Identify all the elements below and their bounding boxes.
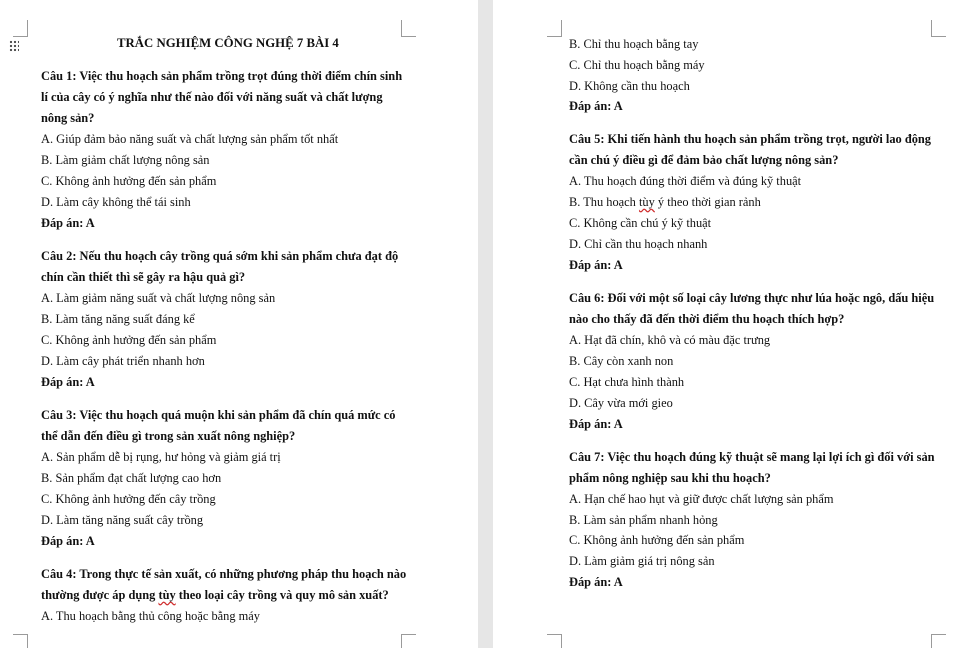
question-1-text: lí của cây có ý nghĩa như thế nào đối với năng suất và chất lượng — [41, 90, 383, 104]
question-5-answer: Đáp án: A — [569, 258, 623, 272]
question-4-option-b: B. Chỉ thu hoạch bằng tay — [569, 37, 699, 51]
question-7-text: phẩm nông nghiệp sau khi thu hoạch? — [569, 471, 771, 485]
question-1-text: nông sản? — [41, 111, 95, 125]
spelling-error-word[interactable]: tùy — [638, 195, 655, 209]
question-6-answer: Đáp án: A — [569, 417, 623, 431]
question-7-option-a: A. Hạn chế hao hụt và giữ được chất lượng sản phẩm — [569, 492, 834, 506]
question-2-option-b: B. Làm tăng năng suất đáng kể — [41, 312, 195, 326]
question-5-text: cần chú ý điều gì để đảm bảo chất lượng nông sản? — [569, 153, 839, 167]
question-1-text: Câu 1: Việc thu hoạch sản phẩm trồng trọt đúng thời điểm chín sinh — [41, 69, 403, 83]
question-3-option-a: A. Sản phẩm dễ bị rụng, hư hỏng và giảm giá trị — [41, 450, 281, 464]
margin-mark-top-right — [401, 20, 416, 37]
question-5-option-b — [569, 195, 761, 210]
question-2-option-a: A. Làm giảm năng suất và chất lượng nông sản — [41, 291, 276, 305]
question-2-option-c: C. Không ảnh hưởng đến sản phẩm — [41, 333, 217, 347]
question-4-option-a: A. Thu hoạch bằng thủ công hoặc bằng máy — [41, 609, 260, 623]
question-1-option-d: D. Làm cây không thể tái sinh — [41, 195, 191, 209]
question-6-option-c: C. Hạt chưa hình thành — [569, 375, 685, 389]
question-3-option-c: C. Không ảnh hưởng đến cây trồng — [41, 492, 216, 506]
question-1-answer: Đáp án: A — [41, 216, 95, 230]
spelling-error-word[interactable]: tùy — [158, 588, 176, 602]
text-segment: theo loại cây trồng và quy mô sản xuất? — [175, 588, 389, 602]
margin-mark-bottom-left — [547, 634, 562, 648]
margin-mark-bottom-right — [931, 634, 946, 648]
drag-handle-icon[interactable] — [9, 40, 19, 52]
question-3-text: Câu 3: Việc thu hoạch quá muộn khi sản phẩm đã chín quá mức có — [41, 408, 396, 422]
question-6-option-d: D. Cây vừa mới gieo — [569, 396, 673, 410]
margin-mark-bottom-left — [13, 634, 28, 648]
question-6-option-b: B. Cây còn xanh non — [569, 354, 674, 368]
page-title: TRẮC NGHIỆM CÔNG NGHỆ 7 BÀI 4 — [117, 36, 339, 50]
question-5-option-d: D. Chỉ cần thu hoạch nhanh — [569, 237, 708, 251]
question-3-option-d: D. Làm tăng năng suất cây trồng — [41, 513, 204, 527]
question-5-option-c: C. Không cần chú ý kỹ thuật — [569, 216, 712, 230]
question-2-text: chín cần thiết thì sẽ gây ra hậu quả gì? — [41, 270, 246, 284]
question-1-option-a: A. Giúp đảm bảo năng suất và chất lượng sản phẩm tốt nhất — [41, 132, 339, 146]
question-4-answer: Đáp án: A — [569, 99, 623, 113]
text-segment: ý theo thời gian rảnh — [654, 195, 761, 209]
question-7-option-b: B. Làm sản phẩm nhanh hỏng — [569, 513, 718, 527]
question-1-option-c: C. Không ảnh hưởng đến sản phẩm — [41, 174, 217, 188]
question-7-text: Câu 7: Việc thu hoạch đúng kỹ thuật sẽ mang lại lợi ích gì đối với sản — [569, 450, 935, 464]
question-3-answer: Đáp án: A — [41, 534, 95, 548]
question-1-option-b: B. Làm giảm chất lượng nông sản — [41, 153, 210, 167]
question-4-text: Câu 4: Trong thực tế sản xuất, có những phương pháp thu hoạch nào — [41, 567, 407, 581]
question-3-text: thể dẫn đến điều gì trong sản xuất nông nghiệp? — [41, 429, 296, 443]
text-segment: thường được áp dụng — [41, 588, 159, 602]
question-3-option-b: B. Sản phẩm đạt chất lượng cao hơn — [41, 471, 222, 485]
margin-mark-top-left — [547, 20, 562, 37]
margin-mark-top-left — [13, 20, 28, 37]
question-7-answer: Đáp án: A — [569, 575, 623, 589]
question-5-text: Câu 5: Khi tiến hành thu hoạch sản phẩm trồng trọt, người lao động — [569, 132, 931, 146]
text-segment: B. Thu hoạch — [569, 195, 639, 209]
question-6-text: nào cho thấy đã đến thời điểm thu hoạch thích hợp? — [569, 312, 845, 326]
question-2-answer: Đáp án: A — [41, 375, 95, 389]
document-page-right — [493, 0, 979, 648]
question-4-text — [41, 588, 389, 603]
document-page-left — [0, 0, 478, 648]
question-2-text: Câu 2: Nếu thu hoạch cây trồng quá sớm khi sản phẩm chưa đạt độ — [41, 249, 399, 263]
question-5-option-a: A. Thu hoạch đúng thời điểm và đúng kỹ thuật — [569, 174, 802, 188]
question-7-option-c: C. Không ảnh hưởng đến sản phẩm — [569, 533, 745, 547]
question-6-option-a: A. Hạt đã chín, khô và có màu đặc trưng — [569, 333, 771, 347]
margin-mark-bottom-right — [401, 634, 416, 648]
question-7-option-d: D. Làm giảm giá trị nông sản — [569, 554, 715, 568]
question-4-option-c: C. Chỉ thu hoạch bằng máy — [569, 58, 705, 72]
question-6-text: Câu 6: Đối với một số loại cây lương thực như lúa hoặc ngô, dấu hiệu — [569, 291, 935, 305]
question-2-option-d: D. Làm cây phát triển nhanh hơn — [41, 354, 205, 368]
margin-mark-top-right — [931, 20, 946, 37]
question-4-option-d: D. Không cần thu hoạch — [569, 79, 690, 93]
